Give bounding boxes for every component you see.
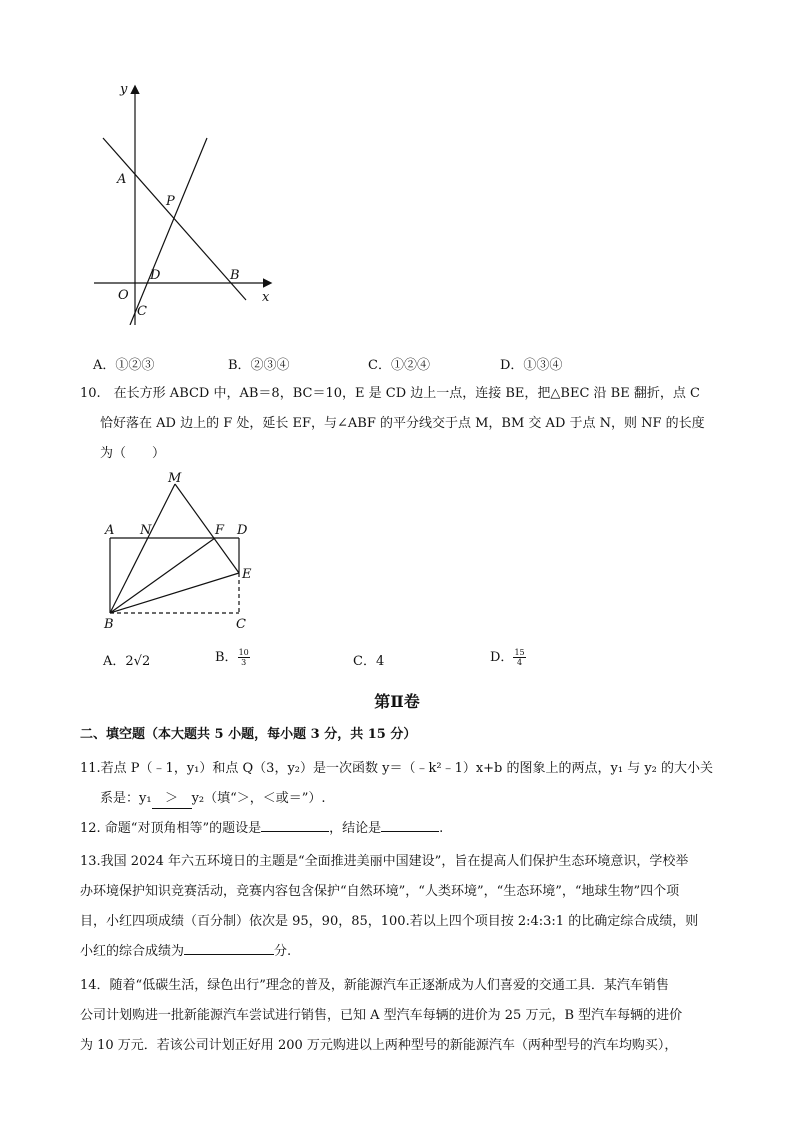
segment-bf bbox=[110, 538, 215, 613]
q13-line3: 目，小红四项成绩（百分制）依次是 95，90，85，100.若以上四个项目按 2:4:3:1 的比确定综合成绩，则 bbox=[80, 914, 699, 929]
q13-line4-prefix: 小红的综合成绩为 bbox=[80, 944, 185, 959]
q10-option-d bbox=[490, 646, 526, 667]
label-c: C bbox=[137, 304, 147, 319]
fraction-numerator: 15 bbox=[514, 648, 525, 657]
label-n: N bbox=[140, 523, 152, 538]
line-cd bbox=[130, 138, 207, 325]
q13-line4-suffix: 分. bbox=[274, 944, 292, 959]
coordinate-graph-figure bbox=[80, 75, 290, 325]
q10-option-b bbox=[215, 646, 250, 667]
q13-line1: 13.我国 2024 年六五环境日的主题是“全面推进美丽中国建设”，旨在提高人们保护生态环境意识，学校举 bbox=[80, 854, 689, 869]
q10-option-d-fraction bbox=[513, 648, 525, 667]
q9-option-d: D．①③④ bbox=[500, 358, 563, 373]
segment-be bbox=[110, 573, 239, 613]
q14-line1: 14．随着“低碳生活，绿色出行”理念的普及，新能源汽车正逐渐成为人们喜爱的交通工具．某汽车销售 bbox=[80, 978, 669, 993]
q10-line3: 为（ ） bbox=[100, 446, 166, 461]
label-c: C bbox=[236, 617, 246, 632]
label-m: M bbox=[168, 471, 182, 486]
label-f: F bbox=[215, 523, 225, 538]
q11-answer-blank: ＞ bbox=[152, 790, 192, 809]
q14-line3: 为 10 万元．若该公司计划正好用 200 万元购进以上两种型号的新能源汽车（两种型号的汽车均购买）， bbox=[80, 1038, 678, 1053]
q12-blank-premise[interactable] bbox=[261, 831, 329, 832]
q12-prefix: 12. 命题“对顶角相等”的题设是 bbox=[80, 821, 262, 836]
q12-middle: ，结论是 bbox=[329, 821, 382, 836]
label-e: E bbox=[242, 567, 252, 582]
q12-blank-conclusion[interactable] bbox=[381, 831, 439, 832]
q11-line2-prefix: 系是：y₁ bbox=[100, 791, 152, 806]
line-ab bbox=[103, 138, 246, 300]
q11-line2 bbox=[100, 790, 740, 809]
label-x: x bbox=[262, 290, 270, 305]
label-b: B bbox=[104, 617, 114, 632]
q11-line1: 11.若点 P（﹣1，y₁）和点 Q（3，y₂）是一次函数 y＝（﹣k²﹣1）x+b 的图象上的两点，y₁ 与 y₂ 的大小关 bbox=[80, 761, 714, 776]
section-2-title: 第Ⅱ卷 bbox=[374, 692, 420, 711]
q10-option-b-prefix: B． bbox=[215, 650, 238, 665]
q10-line1: 10. 在长方形 ABCD 中，AB＝8，BC＝10，E 是 CD 边上一点，连接 BE，把△BEC 沿 BE 翻折，点 C bbox=[80, 386, 700, 401]
label-b: B bbox=[230, 268, 240, 283]
q10-line2: 恰好落在 AD 边上的 F 处，延长 EF，与∠ABF 的平分线交于点 M，BM 交 AD 于点 N，则 NF 的长度 bbox=[100, 416, 705, 431]
q12-suffix: . bbox=[439, 821, 444, 836]
fraction-denominator: 3 bbox=[241, 658, 247, 667]
label-d: D bbox=[237, 523, 248, 538]
label-d: D bbox=[150, 268, 161, 283]
q10-option-d-prefix: D． bbox=[490, 650, 514, 665]
q10-option-b-fraction bbox=[238, 648, 250, 667]
label-a: A bbox=[105, 523, 115, 538]
segment-bm bbox=[110, 484, 175, 613]
q9-option-a: A．①②③ bbox=[93, 358, 155, 373]
q9-option-c: C．①②④ bbox=[368, 358, 430, 373]
fraction-denominator: 4 bbox=[516, 658, 523, 667]
q9-option-b: B．②③④ bbox=[228, 358, 290, 373]
q12-line bbox=[80, 820, 720, 838]
fraction-numerator: 10 bbox=[238, 648, 249, 657]
label-p: P bbox=[166, 194, 175, 209]
q11-line2-suffix: y₂（填“＞，＜或＝”）. bbox=[191, 791, 326, 806]
q10-option-c: C．4 bbox=[353, 654, 385, 669]
q13-answer-blank[interactable] bbox=[184, 954, 274, 955]
fill-in-section-header: 二、填空题（本大题共 5 小题，每小题 3 分，共 15 分） bbox=[80, 727, 417, 742]
q13-line2: 办环境保护知识竞赛活动，竞赛内容包含保护“自然环境”，“人类环境”，“生态环境”，“地球生物”四个项 bbox=[80, 884, 680, 899]
label-a: A bbox=[117, 172, 127, 187]
q13-line4 bbox=[80, 943, 720, 961]
rectangle-fold-figure bbox=[96, 470, 266, 635]
q14-line2: 公司计划购进一批新能源汽车尝试进行销售，已知 A 型汽车每辆的进价为 25 万元，B 型汽车每辆的进价 bbox=[80, 1008, 683, 1023]
label-o: O bbox=[118, 288, 129, 303]
label-y: y bbox=[120, 82, 128, 97]
q10-option-a: A．2√2 bbox=[103, 654, 151, 669]
